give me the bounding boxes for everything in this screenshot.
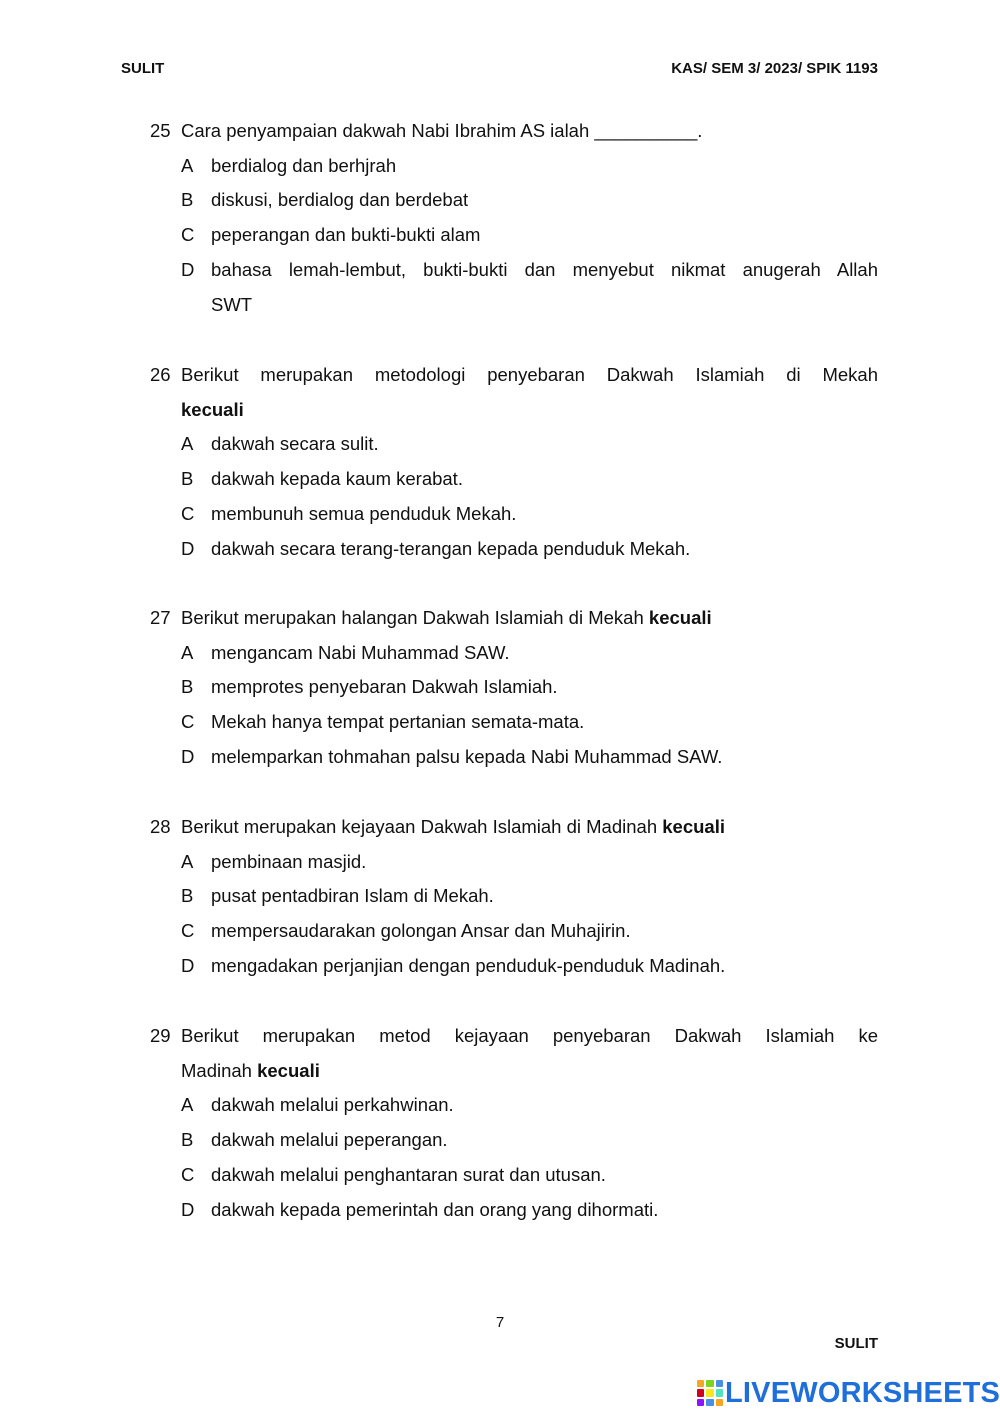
option-letter: C xyxy=(181,920,195,942)
question-stem: Berikut merupakan kejayaan Dakwah Islamiah di Madinah xyxy=(181,816,658,837)
option-letter: B xyxy=(181,885,194,907)
question-stem: Berikut merupakan metodologi penyebaran Dakwah Islamiah di Mekah xyxy=(181,364,878,385)
question-number: 25 xyxy=(150,120,171,141)
header-right: KAS/ SEM 3/ 2023/ SPIK 1193 xyxy=(671,60,878,77)
option-text: dakwah melalui perkahwinan. xyxy=(211,1094,454,1116)
question-keyword: kecuali xyxy=(257,1059,320,1081)
question-stem: Berikut merupakan halangan Dakwah Islamiah di Mekah xyxy=(181,607,644,628)
option-text: memprotes penyebaran Dakwah Islamiah. xyxy=(211,676,558,698)
option-letter: C xyxy=(181,224,195,246)
option-letter: C xyxy=(181,1163,195,1185)
question-stem: Berikut merupakan metod kejayaan penyebaran Dakwah Islamiah ke xyxy=(181,1025,878,1046)
question-26 xyxy=(150,358,878,566)
question-28 xyxy=(150,810,878,984)
option-text: Mekah hanya tempat pertanian semata-mata. xyxy=(211,711,585,733)
option-letter: D xyxy=(181,954,195,976)
option-text: pusat pentadbiran Islam di Mekah. xyxy=(211,885,494,907)
option-text: mengadakan perjanjian dengan penduduk-penduduk Madinah. xyxy=(211,954,726,976)
option-text: berdialog dan berhjrah xyxy=(211,154,397,176)
option-c[interactable] xyxy=(150,218,878,253)
question-stem-continuation: Madinah xyxy=(181,1059,252,1081)
option-b[interactable] xyxy=(150,670,878,705)
question-number: 27 xyxy=(150,607,171,628)
option-c[interactable] xyxy=(150,497,878,532)
option-b[interactable] xyxy=(150,183,878,218)
header-left: SULIT xyxy=(121,60,165,77)
option-text: mempersaudarakan golongan Ansar dan Muhajirin. xyxy=(211,920,631,942)
option-text: diskusi, berdialog dan berdebat xyxy=(211,189,469,211)
option-c[interactable] xyxy=(150,1158,878,1193)
option-a[interactable] xyxy=(150,845,878,880)
liveworksheets-wordmark: LIVEWORKSHEETS xyxy=(725,1377,1000,1409)
question-number: 26 xyxy=(150,364,171,385)
option-letter: D xyxy=(181,258,195,280)
option-d[interactable] xyxy=(150,949,878,984)
option-letter: A xyxy=(181,433,194,455)
option-letter: C xyxy=(181,502,195,524)
option-letter: D xyxy=(181,537,195,559)
option-letter: D xyxy=(181,1198,195,1220)
option-text: dakwah melalui peperangan. xyxy=(211,1129,448,1151)
option-text: pembinaan masjid. xyxy=(211,850,367,872)
question-25 xyxy=(150,114,878,322)
option-letter: B xyxy=(181,468,194,490)
option-d[interactable] xyxy=(150,1193,878,1228)
option-text: membunuh semua penduduk Mekah. xyxy=(211,502,517,524)
question-keyword: kecuali xyxy=(181,398,244,420)
option-text-continuation: SWT xyxy=(211,293,253,315)
footer-classification: SULIT xyxy=(834,1335,878,1352)
option-a[interactable] xyxy=(150,149,878,184)
option-letter: A xyxy=(181,1094,194,1116)
option-text: melemparkan tohmahan palsu kepada Nabi Muhammad SAW. xyxy=(211,745,723,767)
option-text: dakwah melalui penghantaran surat dan utusan. xyxy=(211,1163,606,1185)
option-d[interactable] xyxy=(150,532,878,567)
option-b[interactable] xyxy=(150,1123,878,1158)
question-number: 29 xyxy=(150,1025,171,1046)
option-letter: B xyxy=(181,189,194,211)
question-keyword: kecuali xyxy=(662,816,726,837)
option-a[interactable] xyxy=(150,636,878,671)
option-c[interactable] xyxy=(150,914,878,949)
option-d[interactable] xyxy=(150,253,878,288)
option-letter: A xyxy=(181,850,194,872)
option-d[interactable] xyxy=(150,740,878,775)
question-stem: Cara penyampaian dakwah Nabi Ibrahim AS ialah __________. xyxy=(181,120,703,141)
question-number: 28 xyxy=(150,816,171,837)
option-letter: A xyxy=(181,154,194,176)
option-text: dakwah secara sulit. xyxy=(211,433,379,455)
question-keyword: kecuali xyxy=(648,607,712,628)
liveworksheets-watermark xyxy=(697,1378,1000,1408)
option-letter: B xyxy=(181,676,194,698)
question-27 xyxy=(150,601,878,775)
option-c[interactable] xyxy=(150,705,878,740)
option-a[interactable] xyxy=(150,427,878,462)
option-text: dakwah secara terang-terangan kepada penduduk Mekah. xyxy=(211,537,691,559)
option-letter: B xyxy=(181,1129,194,1151)
option-text: mengancam Nabi Muhammad SAW. xyxy=(211,641,510,663)
option-text: dakwah kepada kaum kerabat. xyxy=(211,468,463,490)
page-number: 7 xyxy=(495,1314,505,1331)
option-b[interactable] xyxy=(150,462,878,497)
option-a[interactable] xyxy=(150,1088,878,1123)
liveworksheets-logo-icon xyxy=(697,1380,723,1406)
option-letter: A xyxy=(181,641,194,663)
option-text: dakwah kepada pemerintah dan orang yang dihormati. xyxy=(211,1198,659,1220)
option-text: peperangan dan bukti-bukti alam xyxy=(211,224,481,246)
question-29 xyxy=(150,1019,878,1227)
option-letter: C xyxy=(181,711,195,733)
option-text: bahasa lemah-lembut, bukti-bukti dan menyebut nikmat anugerah Allah xyxy=(211,258,878,280)
option-letter: D xyxy=(181,745,195,767)
option-b[interactable] xyxy=(150,879,878,914)
